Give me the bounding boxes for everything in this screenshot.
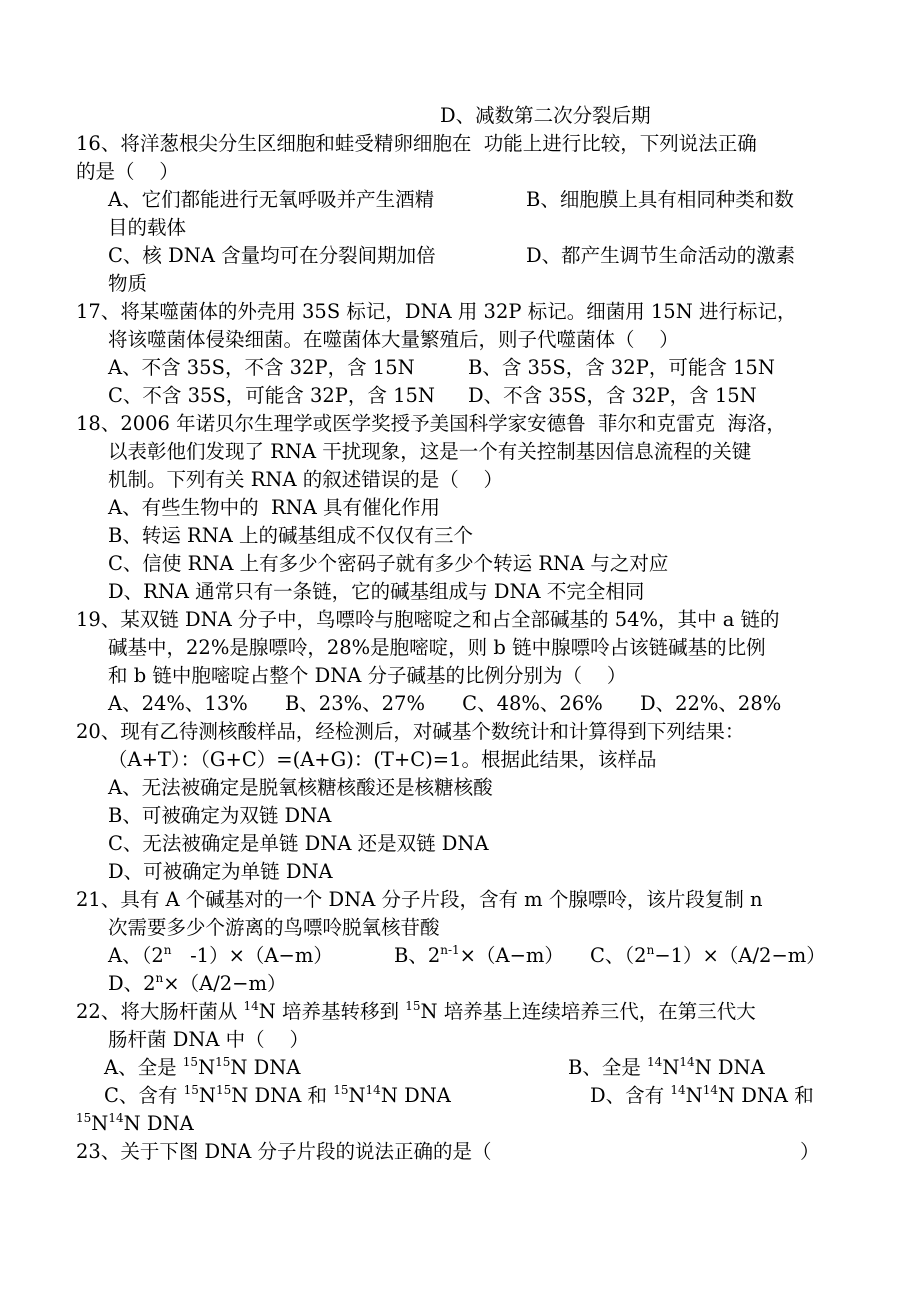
q16-option-b-line2: 目的载体 <box>108 216 187 239</box>
q21-stem-line2: 次需要多少个游离的鸟嘌呤脱氧核苷酸 <box>108 916 440 939</box>
q15-option-d: D、减数第二次分裂后期 <box>440 104 651 127</box>
q21-option-c: C、$(2^n-1)\times(A/2-m)$ <box>590 943 826 967</box>
q17-option-b: B、含 35S，含 32P，可能含 15N <box>468 356 775 379</box>
q18-option-c: C、信使 RNA 上有多少个密码子就有多少个转运 RNA 与之对应 <box>108 552 669 575</box>
q19-options: A、24%、13% B、23%、27% C、48%、26% D、22%、28% <box>108 692 782 715</box>
q21-option-b: B、$2^{n-1}\times(A-m)$ <box>394 943 564 967</box>
q17-option-d: D、不含 35S，含 32P，含 15N <box>468 384 757 407</box>
q18-option-b: B、转运 RNA 上的碱基组成不仅仅有三个 <box>108 524 474 547</box>
q19-stem-line2: 碱基中，22%是腺嘌呤，28%是胞嘧啶，则 b 链中腺嘌呤占该链碱基的比例 <box>108 636 766 659</box>
q22-stem-line1: 22、将大肠杆菌从 $^{14}$N 培养基转移到 $^{15}$N 培养基上连续培养三代，在第三代大 <box>76 999 756 1023</box>
q18-option-a: A、有些生物中的 RNA 具有催化作用 <box>108 496 441 519</box>
q22-option-c: C、含有 $^{15}N^{15}N$ DNA 和 $^{15}N^{14}N$ DNA <box>104 1083 451 1107</box>
q20-stem-line1: 20、现有乙待测核酸样品，经检测后，对碱基个数统计和计算得到下列结果： <box>76 720 745 743</box>
q20-stem-line2: （A+T）：（G+C）=(A+G)：(T+C)=1。根据此结果，该样品 <box>108 748 657 771</box>
q18-option-d: D、RNA 通常只有一条链，它的碱基组成与 DNA 不完全相同 <box>108 580 645 603</box>
q20-option-d: D、可被确定为单链 DNA <box>108 860 333 883</box>
q17-option-c: C、不含 35S，可能含 32P，含 15N <box>108 384 435 407</box>
q23-stem-close-paren: ） <box>800 1140 820 1163</box>
q17-option-a: A、不含 35S，不含 32P，含 15N <box>108 356 415 379</box>
q16-option-c: C、核 DNA 含量均可在分裂间期加倍 <box>108 244 436 267</box>
q22-option-d-line2: $^{15}N^{14}N$ DNA <box>76 1111 194 1135</box>
q20-option-a: A、无法被确定是脱氧核糖核酸还是核糖核酸 <box>108 776 493 799</box>
q17-stem-line2: 将该噬菌体侵染细菌。在噬菌体大量繁殖后，则子代噬菌体（ ） <box>108 328 679 351</box>
q21-option-a: A、（2$^n$ -1）×（A−m） <box>108 943 333 967</box>
q18-stem-line1: 18、2006 年诺贝尔生理学或医学奖授予美国科学家安德鲁 菲尔和克雷克 海洛， <box>76 412 786 435</box>
q16-option-d-line1: D、都产生调节生命活动的激素 <box>526 244 796 267</box>
q16-option-b-line1: B、细胞膜上具有相同种类和数 <box>526 188 794 211</box>
q16-option-d-line2: 物质 <box>108 272 148 295</box>
q18-stem-line3: 机制。下列有关 RNA 的叙述错误的是（ ） <box>108 468 504 491</box>
q22-stem-line2: 肠杆菌 DNA 中（ ） <box>108 1028 309 1051</box>
q19-stem-line1: 19、某双链 DNA 分子中，鸟嘌呤与胞嘧啶之和占全部碱基的 54%，其中 a 链的 <box>76 608 780 631</box>
q21-option-d: D、$2^n\times(A/2-m)$ <box>108 971 287 995</box>
q22-option-d-line1: D、含有 $^{14}N^{14}N$ DNA 和 <box>590 1083 820 1107</box>
q22-option-a: A、全是 $^{15}N^{15}N$ DNA <box>104 1055 301 1079</box>
q17-stem-line1: 17、将某噬菌体的外壳用 35S 标记，DNA 用 32P 标记。细菌用 15N 进行标记， <box>76 300 797 323</box>
q20-option-c: C、无法被确定是单链 DNA 还是双链 DNA <box>108 832 489 855</box>
q16-option-a: A、它们都能进行无氧呼吸并产生酒精 <box>108 188 435 211</box>
q18-stem-line2: 以表彰他们发现了 RNA 干扰现象，这是一个有关控制基因信息流程的关键 <box>108 440 752 463</box>
q16-stem-line2: 的是（ ） <box>76 160 179 183</box>
q23-stem: 23、关于下图 DNA 分子片段的说法正确的是（ <box>76 1140 492 1163</box>
q21-stem-line1: 21、具有 A 个碱基对的一个 DNA 分子片段，含有 m 个腺嘌呤，该片段复制 n <box>76 888 763 911</box>
q22-option-b: B、全是 $^{14}N^{14}N$ DNA <box>568 1055 765 1079</box>
q20-option-b: B、可被确定为双链 DNA <box>108 804 332 827</box>
q19-stem-line3: 和 b 链中胞嘧啶占整个 DNA 分子碱基的比例分别为（ ） <box>108 664 627 687</box>
q16-stem-line1: 16、将洋葱根尖分生区细胞和蛙受精卵细胞在 功能上进行比较，下列说法正确 <box>76 132 757 155</box>
